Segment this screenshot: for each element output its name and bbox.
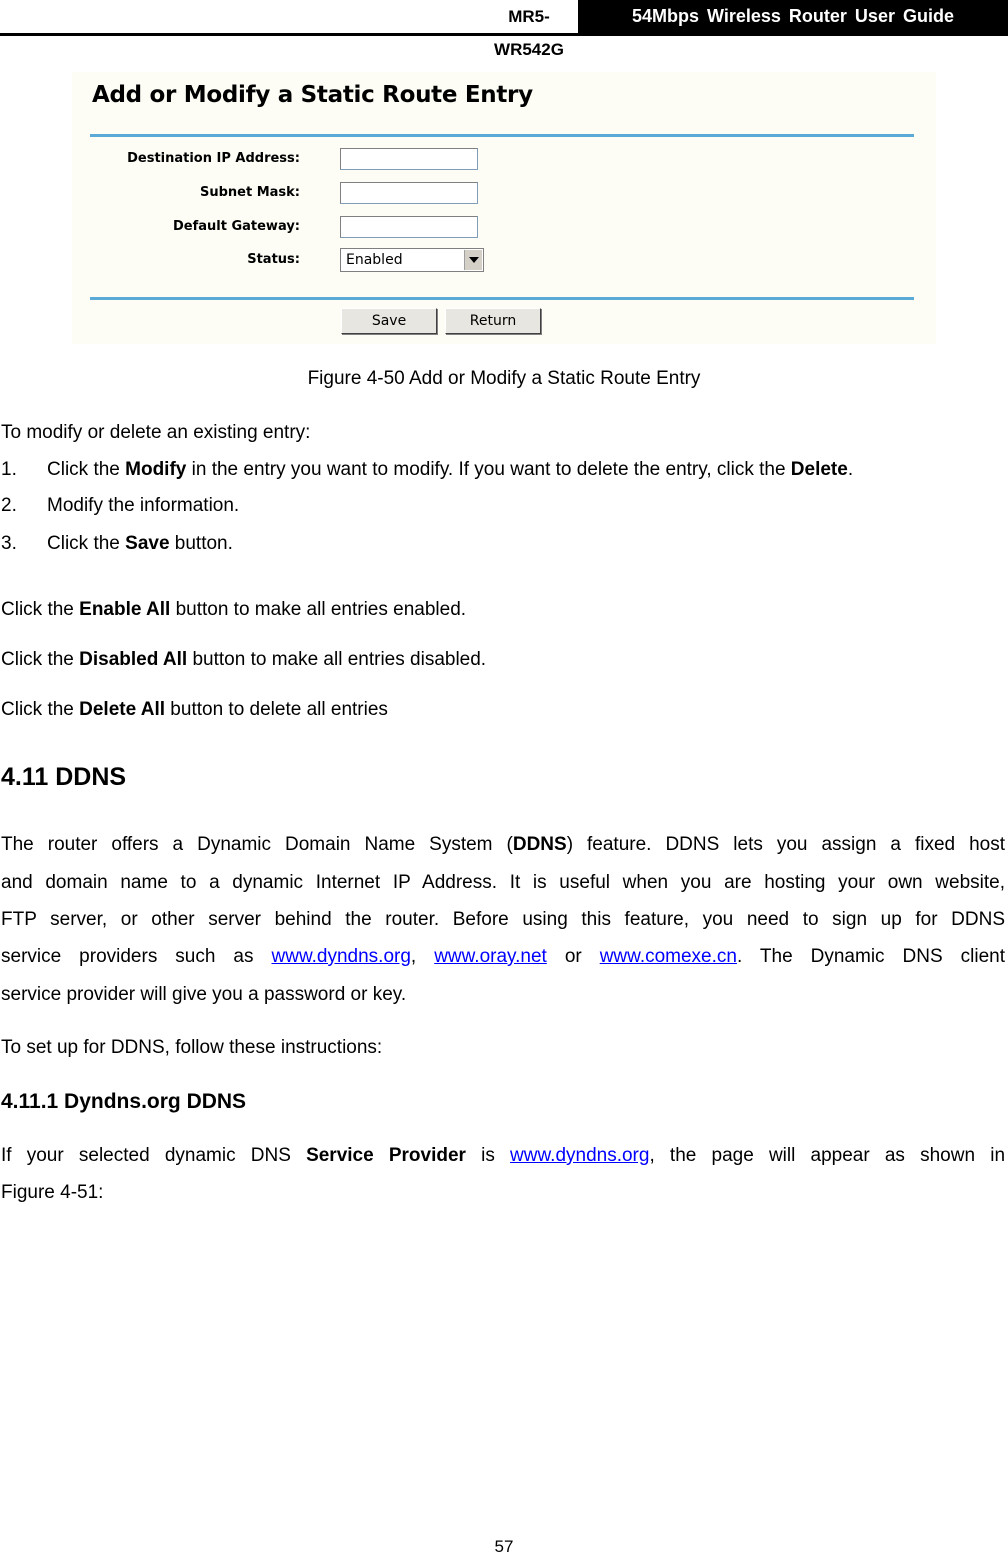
chevron-down-icon[interactable] — [464, 250, 482, 270]
step-number: 2. — [1, 495, 17, 516]
page-number: 57 — [494, 1537, 514, 1556]
text: Click the — [1, 699, 80, 720]
disabled-all-text — [1, 649, 486, 671]
header-rule — [0, 33, 1008, 36]
text: button to make all entries disabled. — [187, 649, 487, 670]
ddns-para-line-5: service provider will give you a password or key. — [1, 984, 407, 1005]
dyndns-link[interactable]: www.dyndns.org — [271, 946, 411, 967]
header-model: MR5-WR542G — [494, 7, 564, 59]
text: , — [410, 946, 435, 967]
enable-all-text — [1, 599, 466, 621]
step-bold: Delete — [790, 459, 848, 480]
header-guide-title: 54Mbps Wireless Router User Guide — [578, 0, 1008, 33]
status-select-value: Enabled — [346, 252, 403, 268]
panel-title: Add or Modify a Static Route Entry — [92, 82, 533, 108]
intro-text: To modify or delete an existing entry: — [1, 422, 311, 443]
step-number: 1. — [1, 459, 17, 480]
text: is — [465, 1145, 511, 1166]
text: ) feature. DDNS lets you assign a fixed host — [566, 834, 1006, 855]
text: , the page will appear as shown in — [649, 1145, 1006, 1166]
text: button to delete all entries — [165, 699, 388, 720]
dyndns-link[interactable]: www.dyndns.org — [510, 1145, 650, 1166]
default-gateway-label: Default Gateway: — [172, 219, 300, 234]
step-bold: Modify — [125, 459, 187, 480]
destination-ip-input[interactable] — [340, 148, 478, 170]
delete-all-text — [1, 699, 388, 721]
text: . The Dynamic DNS client — [736, 946, 1005, 967]
step-text: Modify the information. — [47, 495, 240, 516]
step-text: Click the — [47, 533, 126, 554]
dyndns-para-line-1 — [1, 1145, 1005, 1167]
text: Click the — [1, 599, 80, 620]
text: If your selected dynamic DNS — [1, 1145, 307, 1166]
setup-instructions: To set up for DDNS, follow these instructions: — [1, 1037, 383, 1058]
status-label: Status: — [247, 252, 300, 267]
ddns-para-line-3: FTP server, or other server behind the router. Before using this feature, you need to sign up for DDNS — [1, 909, 1005, 930]
comexe-link[interactable]: www.comexe.cn — [599, 946, 737, 967]
ddns-para-line-2: and domain name to a dynamic Internet IP Address. It is useful when you are hosting your own website, — [1, 872, 1005, 893]
bold-text: DDNS — [512, 834, 567, 855]
step-1 — [1, 459, 853, 481]
bold-text: Disabled All — [79, 649, 188, 670]
bold-text: Service Provider — [306, 1145, 466, 1166]
oray-link[interactable]: www.oray.net — [434, 946, 547, 967]
dyndns-para-line-2: Figure 4-51: — [1, 1182, 104, 1203]
step-text: button. — [169, 533, 233, 554]
text: The router offers a Dynamic Domain Name System ( — [1, 834, 513, 855]
text: button to make all entries enabled. — [170, 599, 467, 620]
figure-caption: Figure 4-50 Add or Modify a Static Route Entry — [307, 368, 701, 389]
text: or — [546, 946, 600, 967]
destination-ip-label: Destination IP Address: — [127, 151, 300, 166]
page-header — [0, 0, 1008, 59]
return-button[interactable]: Return — [445, 308, 541, 334]
subnet-mask-label: Subnet Mask: — [199, 185, 300, 200]
status-select[interactable] — [340, 248, 484, 272]
text: service providers such as — [1, 946, 272, 967]
section-heading: 4.11 DDNS — [1, 763, 127, 791]
step-text: in the entry you want to modify. If you want to delete the entry, click the — [186, 459, 791, 480]
subnet-mask-input[interactable] — [340, 182, 478, 204]
bold-text: Enable All — [79, 599, 171, 620]
text: Click the — [1, 649, 80, 670]
subsection-heading: 4.11.1 Dyndns.org DDNS — [1, 1090, 247, 1113]
default-gateway-input[interactable] — [340, 216, 478, 238]
bold-text: Delete All — [79, 699, 166, 720]
step-2 — [1, 495, 239, 517]
step-3 — [1, 533, 233, 555]
panel-bottom-rule — [90, 297, 914, 300]
save-button[interactable]: Save — [341, 308, 437, 334]
step-text: Click the — [47, 459, 126, 480]
ddns-para-line-1 — [1, 834, 1005, 856]
ddns-para-line-4 — [1, 946, 1005, 968]
panel-top-rule — [90, 134, 914, 137]
step-bold: Save — [125, 533, 170, 554]
step-number: 3. — [1, 533, 17, 554]
step-text: . — [847, 459, 854, 480]
static-route-panel — [72, 72, 936, 344]
